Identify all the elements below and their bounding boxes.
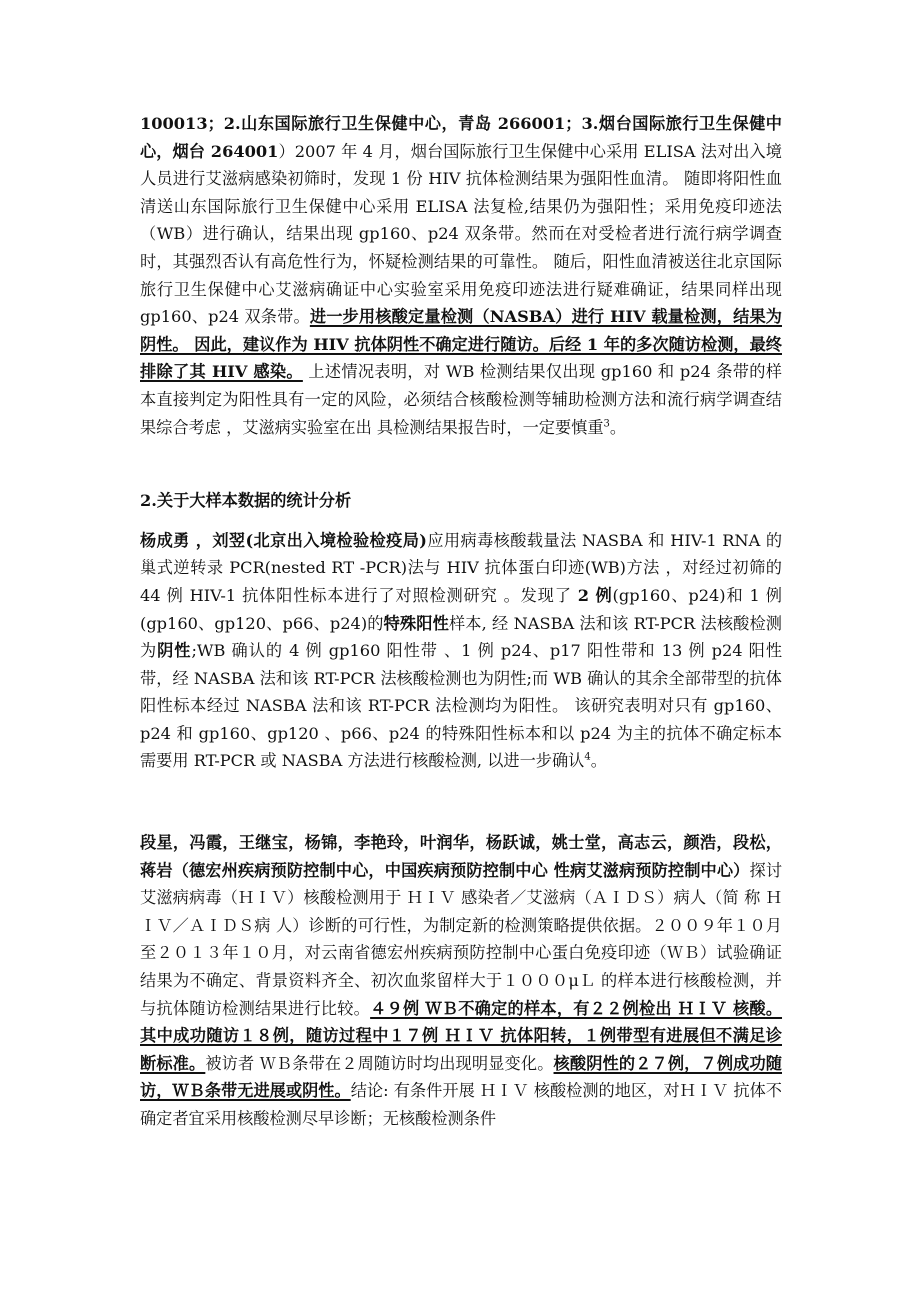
study-text: 被访者 ＷＢ条带在２周随访时均出现明显变化。 (205, 1053, 554, 1073)
bold-term: 特殊阳性 (383, 613, 449, 633)
case-description: ）2007 年 4 月，烟台国际旅行卫生保健中心采用 ELISA 法对出入境人员进行艾滋病感染初筛时，发现 1 份 HIV 抗体检测结果为强阳性血清。 随即将阳性血清送山东国际旅行卫生保健中心采用 ELISA 法复检,结果仍为强阳性；采用免疫印迹法（WB）进行确认，结果出现 gp160、p24 双条带。然而在对受检者进行流行病学调查时，其强烈否认有高危性行为，怀疑检测结果的可靠性。 随后，阳性血清被送往北京国际旅行卫生保健中心艾滋病确证中心实验室采用免疫印迹法进行疑难确证，结果同样出现 gp160、p24 双条带。 (140, 141, 782, 327)
key-finding-underlined: ４９例 ＷＢ不确定的样本，有２２例检出 ＨＩＶ 核酸。其中成功随访１８例，随访过程中１７例 ＨＩＶ 抗体阳转，１例带型有进展但不满足诊断标准。 (140, 998, 783, 1073)
case-conclusion: 上述情况表明，对 WB 检测结果仅出现 gp160 和 p24 条带的样本直接判定为阳性具有一定的风险，必须结合核酸检测等辅助检测方法和流行病学调查结果综合考虑 ，艾滋病实验室在出 具检测结果报告时，一定要慎重 (140, 362, 782, 437)
section-heading: 2.关于大样本数据的统计分析 (140, 491, 352, 511)
spacer (140, 441, 782, 487)
dehong-study-paragraph (140, 829, 782, 1133)
study-text: ;WB 确认的 4 例 gp160 阳性带 、1 例 p24、p17 阳性带和 13 例 p24 阳性带，经 NASBA 法和该 RT-PCR 法核酸检测也为阴性;而 WB 确认的其余全部带型的抗体阳性标本经过 NASBA 法和该 RT-PCR 法检测均为阳性。 该研究表明对只有 gp160、p24 和 gp160、gp120 、p66、p24 的特殊阳性标本和以 p24 为主的抗体不确定标本需要用 RT-PCR 或 NASBA 方法进行核酸检测, 以进一步确认 (140, 641, 783, 771)
key-finding-underlined: 进一步用核酸定量检测（NASBA）进行 HIV 载量检测，结果为阴性。 因此，建议作为 HIV 抗体阴性不确定进行随访。后经 1 年的多次随访检测，最终排除了其 HIV 感染。 (140, 307, 782, 382)
statistics-paragraph (140, 527, 782, 775)
reference-marker: 4 (584, 752, 591, 764)
document-page (140, 110, 782, 1133)
sentence-end: 。 (609, 417, 627, 437)
author-affiliation: 杨成勇 ，刘翌(北京出入境检验检疫局) (140, 530, 427, 550)
study-text: 应用病毒核酸载量法 NASBA 和 HIV-1 RNA 的巢式逆转录 PCR(nested RT -PCR)法与 HIV 抗体蛋白印迹(WB)方法 ，对经过初筛的 44 例 HIV-1 抗体阳性标本进行了对照检测研究 。发现了 (140, 530, 783, 605)
spacer (140, 775, 782, 829)
study-text: (gp160、p24)和 1 例(gp160、gp120、p66、p24)的 (140, 585, 782, 633)
sentence-end: 。 (590, 751, 607, 771)
spacer (140, 515, 782, 527)
study-text: 样本, 经 NASBA 法和该 RT-PCR 法核酸检测为 (140, 613, 782, 661)
study-text: 结论: 有条件开展 ＨＩＶ 核酸检测的地区，对ＨＩＶ 抗体不确定者宜采用核酸检测尽早诊断；无核酸检测条件 (140, 1081, 782, 1128)
author-affiliation: 段星，冯霞，王继宝，杨锦，李艳玲，叶润华，杨跃诚，姚士堂，高志云，颜浩，段松，蒋岩（德宏州疾病预防控制中心，中国疾病预防控制中心 性病艾滋病预防控制中心） (140, 833, 782, 880)
bold-count: 2 例 (577, 585, 613, 605)
author-affiliation: 100013；2.山东国际旅行卫生保健中心，青岛 266001；3.烟台国际旅行卫生保健中心，烟台 264001 (140, 114, 782, 161)
case-report-paragraph (140, 110, 782, 441)
key-finding-underlined: 核酸阴性的２７例，７例成功随访，ＷＢ条带无进展或阴性。 (140, 1053, 782, 1101)
study-text: 探讨艾滋病病毒（ＨＩＶ）核酸检测用于 ＨＩＶ 感染者／艾滋病（ＡＩＤＳ）病人（简 称 ＨＩＶ／ＡＩＤＳ病 人）诊断的可行性，为制定新的检测策略提供依据。２００９年１０月至２０１３年１０月，对云南省德宏州疾病预防控制中心蛋白免疫印迹（ＷＢ）试验确证结果为不确定、背景资料齐全、初次血浆留样大于１０００μＬ 的样本进行核酸检测，并与抗体随访检测结果进行比较。 (140, 860, 783, 1018)
reference-marker: 3 (603, 418, 610, 430)
bold-result: 阴性 (157, 641, 192, 661)
